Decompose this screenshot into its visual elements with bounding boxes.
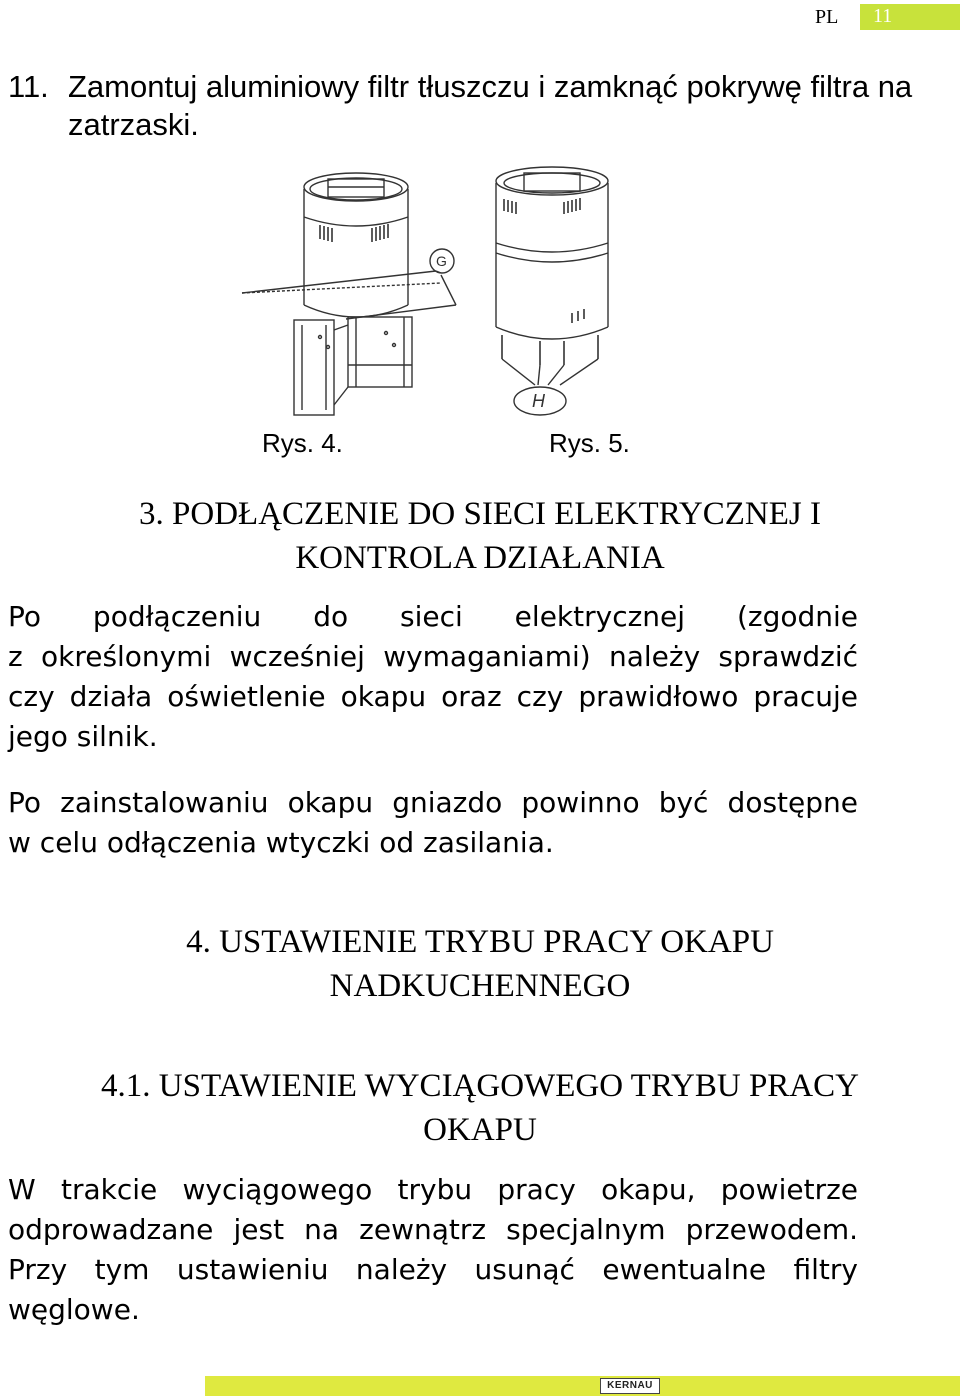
text-line: węglowe. <box>8 1293 140 1326</box>
figure-4-caption: Rys. 4. <box>262 428 343 458</box>
footer-bar <box>205 1376 960 1396</box>
text-line: czy działa oświetlenie okapu oraz czy prawidłowo pracuje <box>8 680 858 713</box>
section-4-heading <box>0 920 960 1008</box>
figure-5-marker: H <box>532 391 545 411</box>
section-4-1-paragraph <box>8 1170 858 1330</box>
section-4-1-heading <box>0 1064 960 1152</box>
step-text: Zamontuj aluminiowy filtr tłuszczu i zamknąć pokrywę filtra na zatrzaski. <box>68 69 913 142</box>
text-line: z określonymi wcześniej wymaganiami) należy sprawdzić <box>8 640 858 673</box>
text-line: w celu odłączenia wtyczki od zasilania. <box>8 826 554 859</box>
section-3-heading-line1: 3. PODŁĄCZENIE DO SIECI ELEKTRYCZNEJ I <box>139 496 821 532</box>
section-3-paragraph-2 <box>8 783 858 863</box>
figure-5-drawing <box>480 163 625 418</box>
language-label: PL <box>815 6 839 28</box>
section-4-1-heading-line1: 4.1. USTAWIENIE WYCIĄGOWEGO TRYBU PRACY <box>101 1068 859 1104</box>
section-3-heading-line2: KONTROLA DZIAŁANIA <box>295 540 665 576</box>
text-line: odprowadzane jest na zewnątrz specjalnym przewodem. <box>8 1213 858 1246</box>
text-line: Przy tym ustawieniu należy usunąć ewentualne filtry <box>8 1253 858 1286</box>
page-number: 11 <box>873 5 893 27</box>
figure-4-drawing <box>236 165 476 427</box>
figure-5-caption: Rys. 5. <box>549 428 630 458</box>
section-4-heading-line2: NADKUCHENNEGO <box>329 968 631 1004</box>
text-line: Po podłączeniu do sieci elektrycznej (zgodnie <box>8 600 858 633</box>
figure-4-marker: G <box>436 253 447 269</box>
text-line: jego silnik. <box>8 720 158 753</box>
step-number: 11. <box>8 69 49 104</box>
text-line: Po zainstalowaniu okapu gniazdo powinno być dostępne <box>8 786 858 819</box>
section-3-heading <box>0 492 960 580</box>
section-3-paragraph-1 <box>8 597 858 757</box>
section-4-heading-line1: 4. USTAWIENIE TRYBU PRACY OKAPU <box>186 924 774 960</box>
text-line: W trakcie wyciągowego trybu pracy okapu, powietrze <box>8 1173 858 1206</box>
brand-logo: KERNAU <box>600 1378 660 1394</box>
section-4-1-heading-line2: OKAPU <box>423 1112 537 1148</box>
